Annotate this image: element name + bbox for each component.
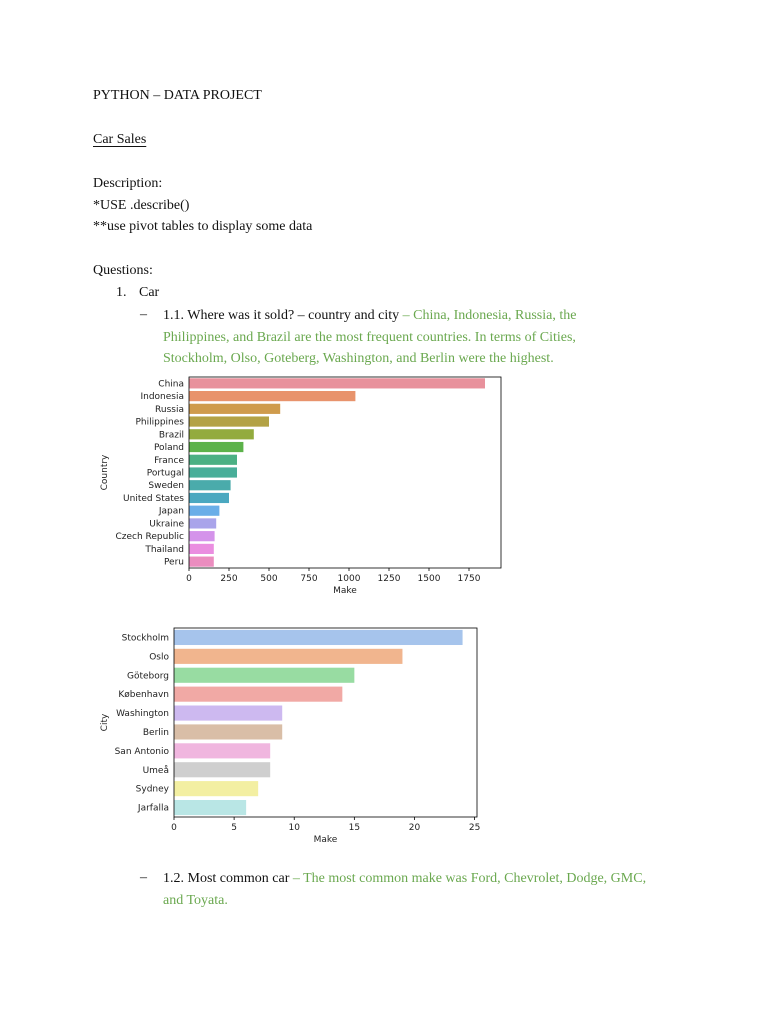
bar-jarfalla: [174, 800, 246, 815]
category-tick-label: Oslo: [149, 652, 169, 663]
category-tick-label: Washington: [116, 709, 169, 720]
bar-thailand: [189, 544, 214, 554]
y-axis-label: Country: [100, 454, 110, 491]
x-axis-label: Make: [333, 586, 357, 596]
bar-san-antonio: [174, 743, 270, 758]
bar-china: [189, 378, 485, 388]
x-tick-label: 25: [468, 823, 481, 833]
q12-question: 1.2. Most common car: [163, 871, 290, 886]
bar-peru: [189, 557, 214, 567]
bar-portugal: [189, 467, 237, 477]
category-tick-label: Jarfalla: [137, 803, 169, 814]
bar-czech-republic: [189, 531, 215, 541]
bar-berlin: [174, 724, 282, 739]
category-tick-label: United States: [123, 493, 184, 504]
category-tick-label: Ukraine: [149, 519, 184, 530]
category-tick-label: China: [158, 379, 184, 390]
page-title: PYTHON – DATA PROJECT: [93, 88, 262, 103]
x-tick-label: 250: [220, 574, 238, 584]
x-tick-label: 1750: [457, 574, 481, 584]
q1-number: 1.: [116, 285, 127, 300]
x-tick-label: 10: [288, 823, 300, 833]
city-bar-chart: [95, 622, 485, 846]
document-subtitle: Car Sales: [93, 132, 147, 147]
x-tick-label: 20: [408, 823, 421, 833]
bar-oslo: [174, 649, 402, 664]
bar-sydney: [174, 781, 258, 796]
x-tick-label: 15: [348, 823, 361, 833]
bar-washington: [174, 705, 282, 720]
category-tick-label: København: [118, 690, 169, 701]
bar-sweden: [189, 480, 231, 490]
q11-answer: – China, Indonesia, Russia, the Philippines, and Brazil are the most frequent countries. In terms of Cities, Stockholm, Olso, Goteberg, Washington, and Berlin were the highest.: [163, 308, 577, 366]
category-tick-label: Thailand: [145, 544, 184, 555]
bar-france: [189, 455, 237, 465]
x-tick-label: 0: [171, 823, 177, 833]
x-tick-label: 1250: [377, 574, 401, 584]
category-tick-label: Portugal: [146, 468, 184, 479]
category-tick-label: Sweden: [148, 481, 184, 492]
q12-answer: – The most common make was Ford, Chevrolet, Dodge, GMC, and Toyata.: [163, 871, 647, 908]
bar-indonesia: [189, 391, 355, 401]
bar-united-states: [189, 493, 229, 503]
category-tick-label: San Antonio: [114, 746, 169, 757]
bar-ukraine: [189, 518, 216, 528]
bar-poland: [189, 442, 243, 452]
category-tick-label: Göteborg: [126, 671, 169, 682]
category-tick-label: Berlin: [142, 727, 169, 738]
category-tick-label: Stockholm: [121, 633, 169, 644]
y-axis-label: City: [100, 713, 110, 732]
category-tick-label: Czech Republic: [115, 532, 184, 543]
category-tick-label: Philippines: [135, 417, 184, 428]
questions-label: Questions:: [93, 263, 153, 278]
description-label: Description:: [93, 176, 163, 191]
description-line-2: **use pivot tables to display some data: [93, 219, 313, 234]
bar-k-benhavn: [174, 687, 342, 702]
category-tick-label: Japan: [158, 506, 184, 517]
x-tick-label: 750: [300, 574, 318, 584]
country-bar-chart: [95, 372, 510, 600]
bar-stockholm: [174, 630, 463, 645]
x-axis-label: Make: [313, 835, 338, 845]
category-tick-label: Indonesia: [140, 392, 184, 403]
bar-brazil: [189, 429, 254, 439]
q12-paragraph: [163, 868, 663, 911]
bar-japan: [189, 506, 219, 516]
q1-label: Car: [139, 285, 160, 300]
x-tick-label: 500: [260, 574, 278, 584]
category-tick-label: Brazil: [158, 430, 184, 441]
description-line-1: *USE .describe(): [93, 198, 190, 213]
x-tick-label: 5: [231, 823, 237, 833]
x-tick-label: 1000: [337, 574, 361, 584]
bar-g-teborg: [174, 668, 354, 683]
x-tick-label: 0: [186, 574, 192, 584]
bar-russia: [189, 404, 280, 414]
bar-philippines: [189, 416, 269, 426]
q12-bullet: –: [140, 870, 147, 885]
q11-bullet: –: [140, 307, 147, 322]
category-tick-label: France: [154, 455, 184, 466]
q11-paragraph: [163, 305, 633, 370]
category-tick-label: Peru: [163, 557, 184, 568]
category-tick-label: Russia: [155, 404, 184, 415]
x-tick-label: 1500: [417, 574, 441, 584]
category-tick-label: Poland: [153, 443, 184, 454]
category-tick-label: Sydney: [135, 784, 169, 795]
q11-question: 1.1. Where was it sold? – country and city: [163, 308, 400, 323]
bar-ume-: [174, 762, 270, 777]
category-tick-label: Umeå: [142, 765, 169, 776]
